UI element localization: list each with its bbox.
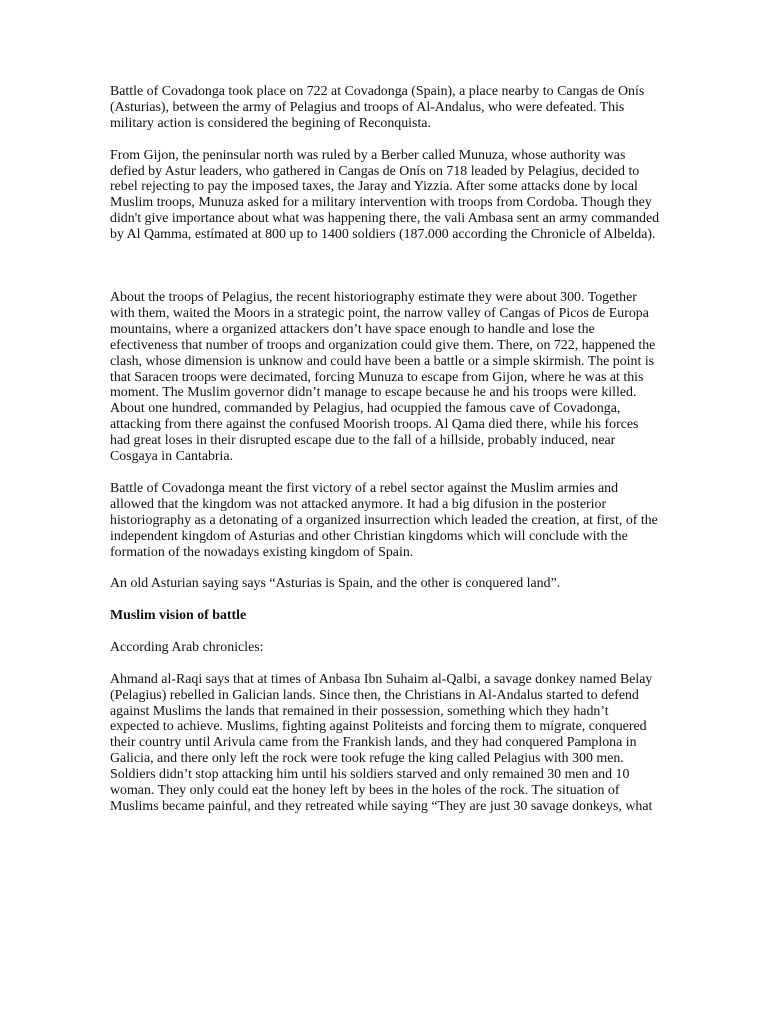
paragraph-troops: About the troops of Pelagius, the recent historiography estimate they were about 300. Together with them, waited the Moors in a strategic point, the narrow valley of Cangas of Picos de Europa mountains, where a organized attackers don’t have space enough to handle and lose the efectiveness that number of troops and organization could give them. There, on 722, happened the clash, whose dimension is unknow and could have been a battle or a simple skirmish. The point is that Saracen troops were decimated, forcing Munuza to escape from Gijon, where he was at this moment. The Muslim governor didn’t manage to escape because he and his troops were killed. About one hundred, commanded by Pelagius, had ocuppied the famous cave of Covadonga, attacking from there against the confused Moorish troops. Al Qama died there, while his forces had great loses in their disrupted escape due to the fall of a hillside, probably induced, near Cosgaya in Cantabria. <box>110 290 656 465</box>
paragraph-arab-chronicles: According Arab chronicles: <box>110 639 264 655</box>
paragraph-meaning: Battle of Covadonga meant the first victory of a rebel sector against the Muslim armies and allowed that the kingdom was not attacked anymore. It had a big difusion in the posterior historiography as a detonating of a organized insurrection which leaded the creation, at first, of the independent kingdom of Asturias and other Christian kingdoms which will conclude with the formation of the nowadays existing kingdom of Spain. <box>110 480 658 560</box>
section-heading: Muslim vision of battle <box>110 608 247 624</box>
paragraph-intro: Battle of Covadonga took place on 722 at Covadonga (Spain), a place nearby to Cangas de Onís (Asturias), between the army of Pelagius and troops of Al-Andalus, who were defeated. This military action is considered the begining of Reconquista. <box>110 84 645 131</box>
paragraph-gijon: From Gijon, the peninsular north was ruled by a Berber called Munuza, whose authority was defied by Astur leaders, who gathered in Cangas de Onís on 718 leaded by Pelagius, decided to rebel rejecting to pay the imposed taxes, the Jaray and Yizzia. After some attacks done by local Muslim troops, Munuza asked for a military intervention with troops from Cordoba. Though they didn't give importance about what was happening there, the vali Ambasa sent an army commanded by Al Qamma, estímated at 800 up to 1400 soldiers (187.000 according the Chronicle of Albelda). <box>110 147 660 243</box>
document-body <box>110 84 660 814</box>
paragraph-saying: An old Asturian saying says “Asturias is Spain, and the other is conquered land”. <box>110 576 561 592</box>
paragraph-al-raqi: Ahmand al-Raqi says that at times of Anbasa Ibn Suhaim al-Qalbi, a savage donkey named Belay (Pelagius) rebelled in Galician lands. Since then, the Christians in Al-Andalus started to defend against Muslims the lands that remained in their possession, something which they hadn’t expected to achieve. Muslims, fighting against Politeists and forcing them to mígrate, conquered their country until Arivula came from the Frankish lands, and they had conquered Pamplona in Galicia, and there only left the rock were took refuge the king called Pelagius with 300 men. Soldiers didn’t stop attacking him until his soldiers starved and only remained 30 men and 10 woman. They only could eat the honey left by bees in the holes of the rock. The situation of Muslims became painful, and they retreated while saying “They are just 30 savage donkeys, what <box>110 671 653 814</box>
